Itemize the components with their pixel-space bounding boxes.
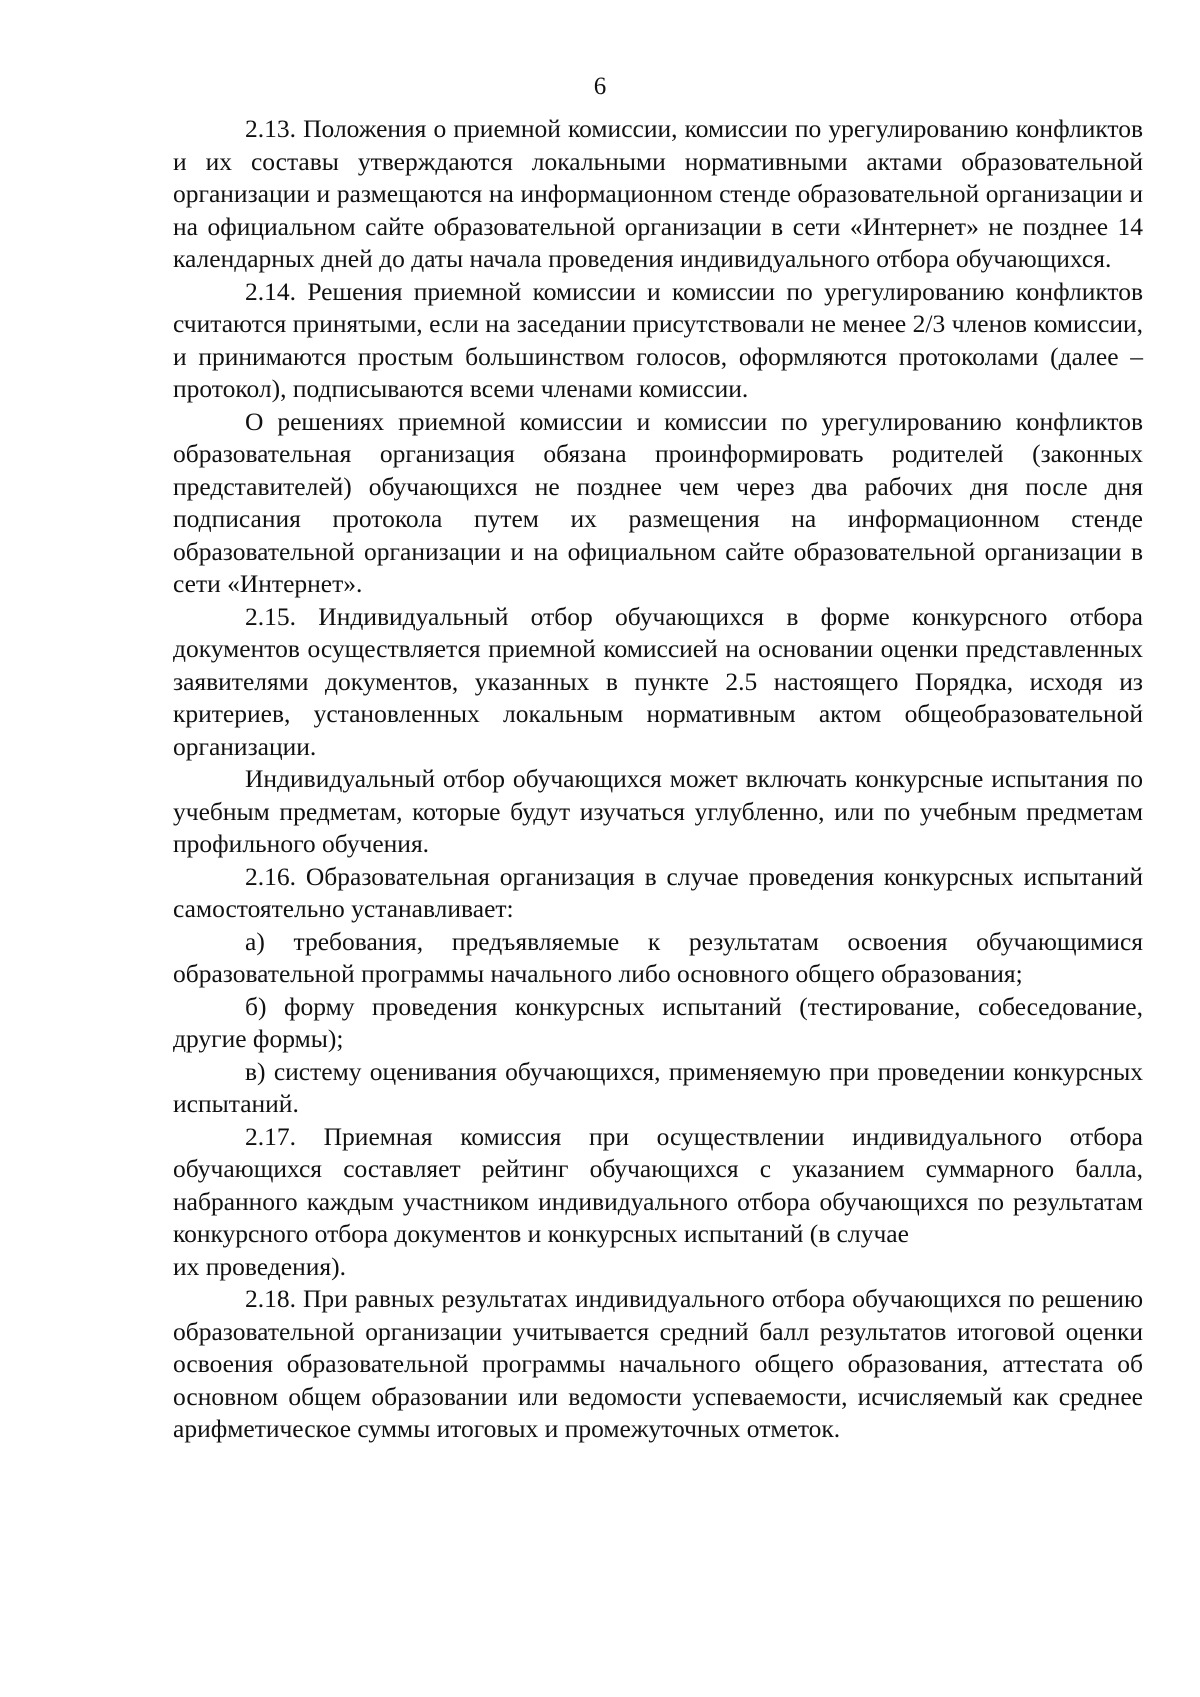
- paragraph-decisions-notice: О решениях приемной комиссии и комиссии по урегулированию конфликтов образовательная организация обязана проинформировать родителей (законных представителей) обучающихся не позднее чем через два рабочих дня после дня подписания протокола путем их размещения на информационном стенде образовательной организации и на официальном сайте образовательной организации в сети «Интернет».: [173, 406, 1143, 598]
- paragraph-2-16: 2.16. Образовательная организация в случае проведения конкурсных испытаний самостоятельно устанавливает:: [173, 861, 1143, 923]
- list-item-b: б) форму проведения конкурсных испытаний (тестирование, собеседование, другие формы);: [173, 991, 1143, 1053]
- paragraph-2-17-continuation: их проведения).: [173, 1251, 346, 1281]
- paragraph-2-13: 2.13. Положения о приемной комиссии, комиссии по урегулированию конфликтов и их составы утверждаются локальными нормативными актами образовательной организации и размещаются на информационном стенде образовательной организации и на официальном сайте образовательной организации в сети «Интернет» не позднее 14 календарных дней до даты начала проведения индивидуального отбора обучающихся.: [173, 114, 1143, 273]
- paragraph-competitive-tests: Индивидуальный отбор обучающихся может включать конкурсные испытания по учебным предметам, которые будут изучаться углубленно, или по учебным предметам профильного обучения.: [173, 764, 1143, 858]
- list-item-a: а) требования, предъявляемые к результатам освоения обучающимися образовательной программы начального либо основного общего образования;: [173, 926, 1143, 988]
- document-body: [173, 113, 1143, 1446]
- paragraph-2-14: 2.14. Решения приемной комиссии и комиссии по урегулированию конфликтов считаются принятыми, если на заседании присутствовали не менее 2/3 членов комиссии, и принимаются простым большинством голосов, оформляются протоколами (далее – протокол), подписываются всеми членами комиссии.: [173, 276, 1143, 403]
- paragraph-2-17: 2.17. Приемная комиссия при осуществлении индивидуального отбора обучающихся составляет рейтинг обучающихся с указанием суммарного балла, набранного каждым участником индивидуального отбора обучающихся по результатам конкурсного отбора документов и конкурсных испытаний (в случае: [173, 1121, 1143, 1248]
- list-item-c: в) систему оценивания обучающихся, применяемую при проведении конкурсных испытаний.: [173, 1056, 1143, 1118]
- page-number: 6: [593, 73, 607, 100]
- paragraph-2-18: 2.18. При равных результатах индивидуального отбора обучающихся по решению образовательной организации учитывается средний балл результатов итоговой оценки освоения образовательной программы начального общего образования, аттестата об основном общем образовании или ведомости успеваемости, исчисляемый как среднее арифметическое суммы итоговых и промежуточных отметок.: [173, 1284, 1143, 1443]
- paragraph-2-15: 2.15. Индивидуальный отбор обучающихся в форме конкурсного отбора документов осуществляется приемной комиссией на основании оценки представленных заявителями документов, указанных в пункте 2.5 настоящего Порядка, исходя из критериев, установленных локальным нормативным актом общеобразовательной организации.: [173, 601, 1143, 761]
